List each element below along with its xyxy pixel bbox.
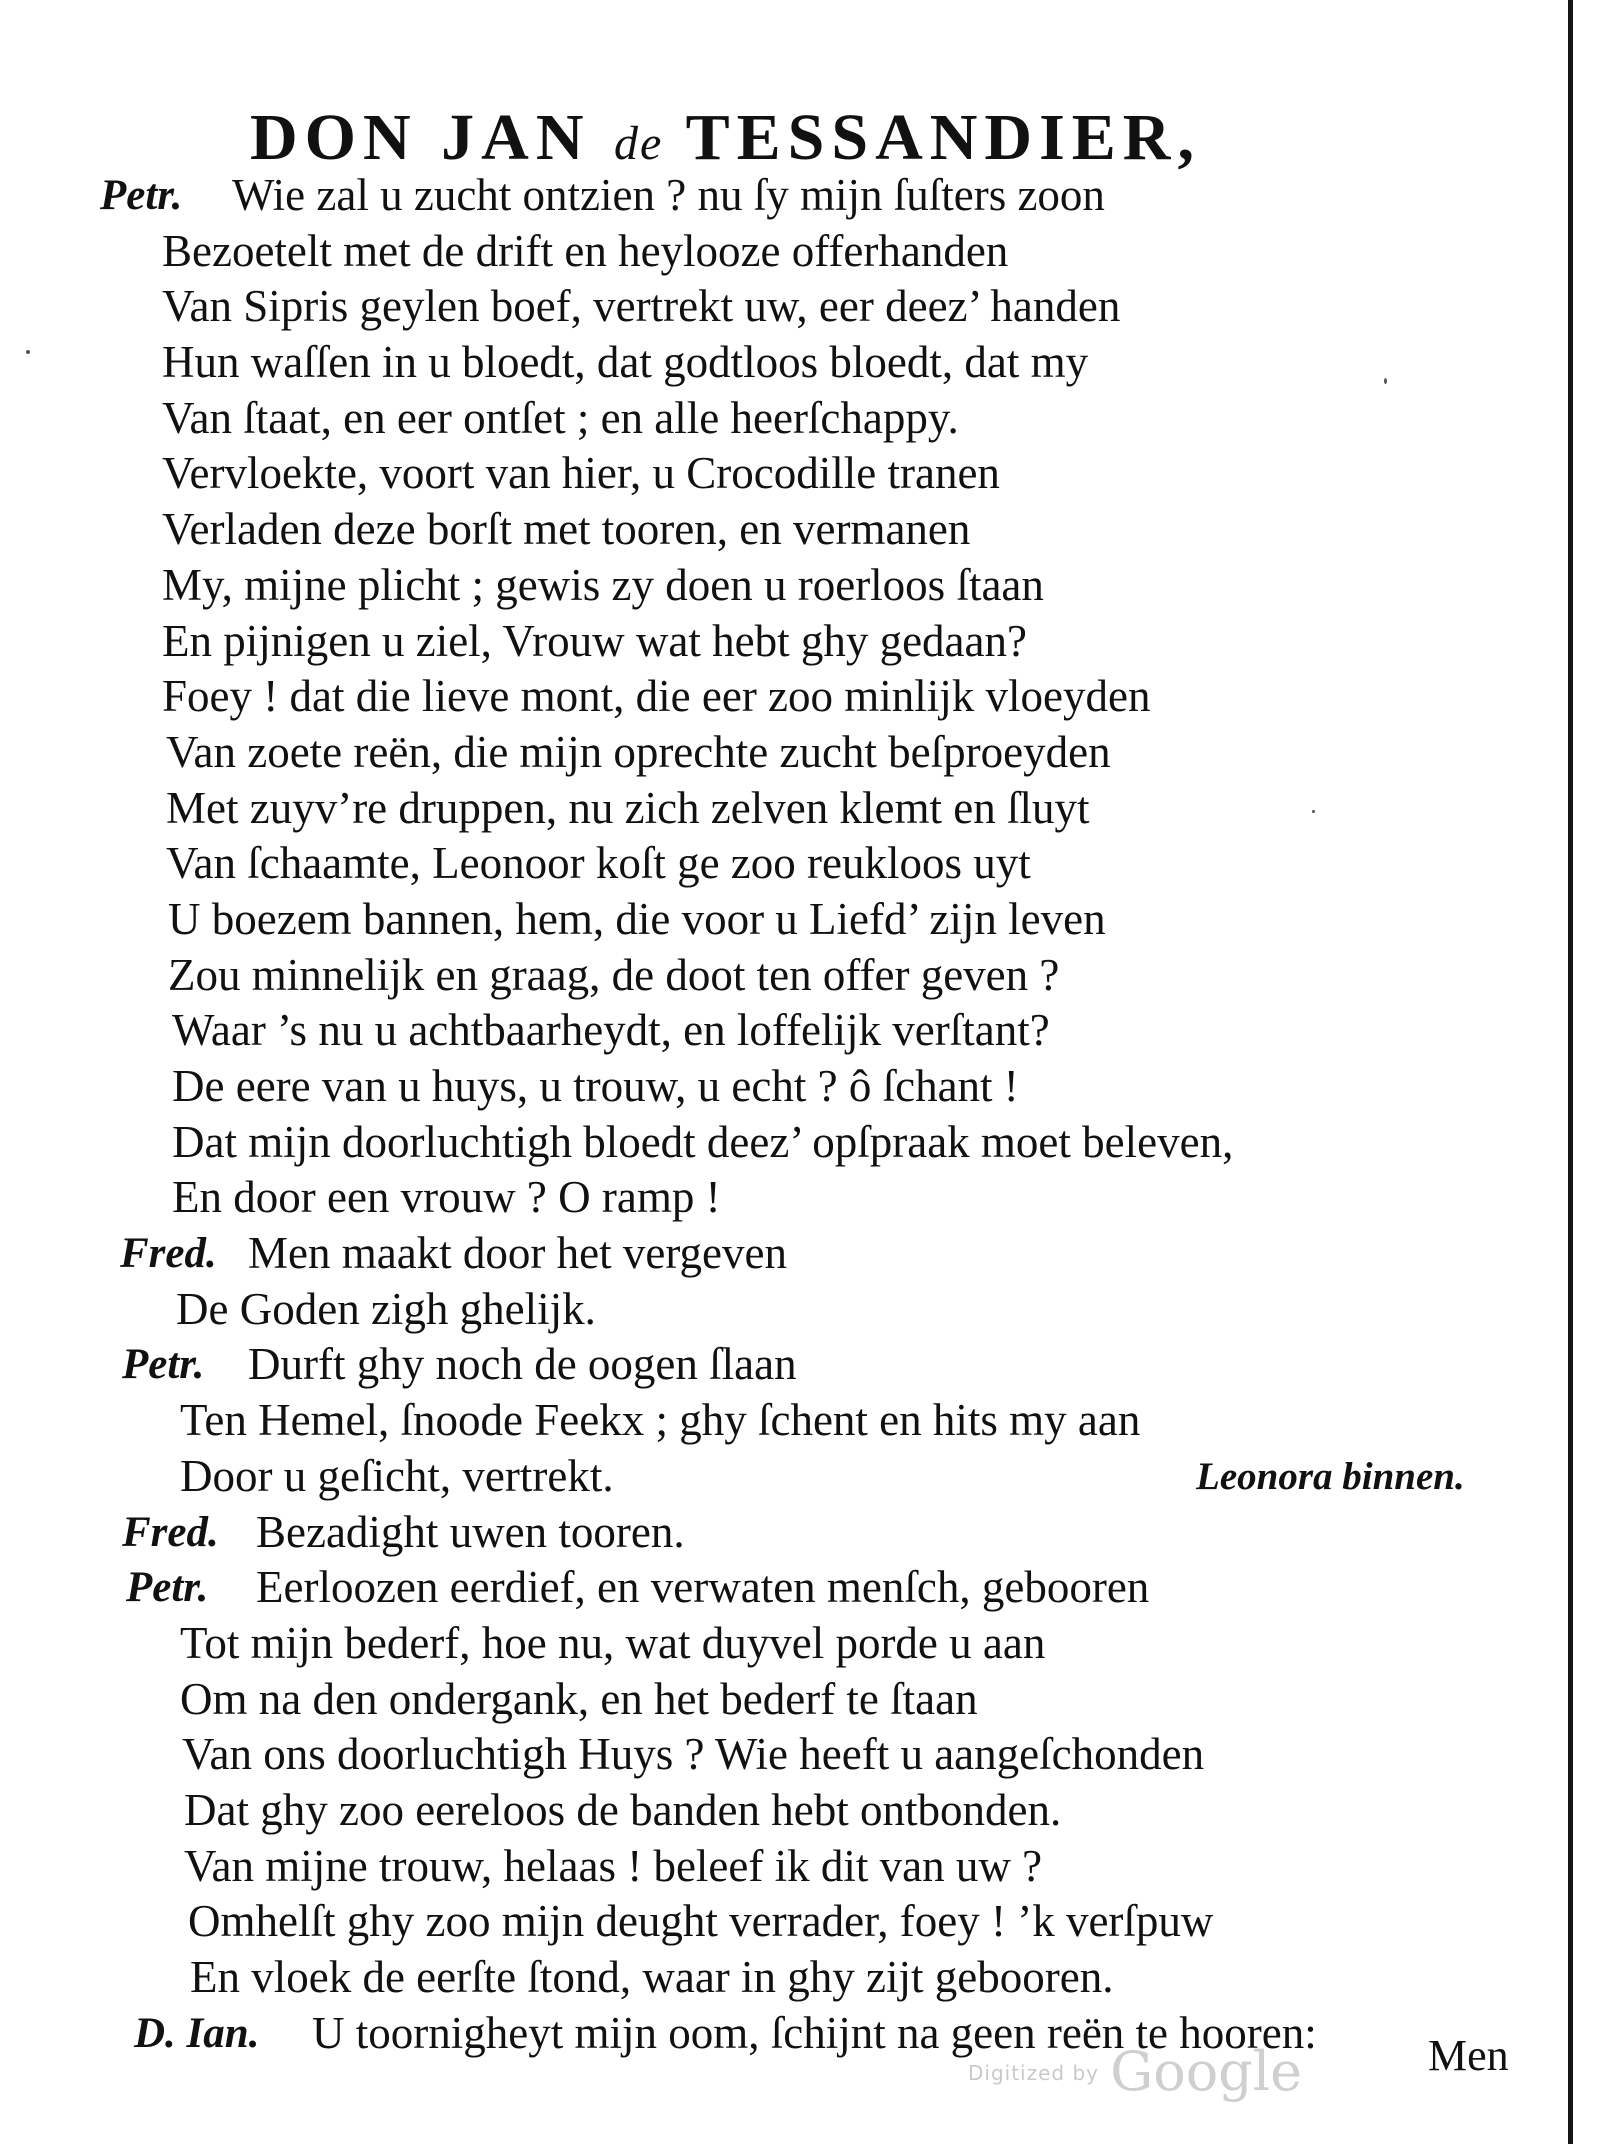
stage-direction: Leonora binnen.: [1196, 1454, 1465, 1498]
verse-text: Dat ghy zoo eereloos de banden hebt ontbonden.: [184, 1784, 1062, 1835]
speaker-name: Petr.: [122, 1341, 205, 1389]
speaker-name: Fred.: [120, 1230, 217, 1278]
verse-line: [0, 1505, 1570, 1561]
verse-text: Wie zal u zucht ontzien ? nu ſy mijn ſuſters zoon: [232, 170, 1105, 220]
verse-text: Zou minnelijk en graag, de doot ten offer geven ?: [168, 949, 1060, 1000]
verse-line: [0, 1059, 1570, 1115]
verse-text: Om na den ondergank, en het bederf te ſtaan: [180, 1673, 978, 1724]
running-header: [250, 100, 1330, 176]
verse-text: Vervloekte, voort van hier, u Crocodille tranen: [162, 448, 1000, 499]
speaker-name: Fred.: [122, 1508, 219, 1556]
watermark-logo-text: Google: [1110, 2040, 1303, 2103]
verse-text: U boezem bannen, hem, die voor u Liefd’ zijn leven: [168, 893, 1106, 944]
verse-text: Durft ghy noch de oogen ſlaan: [248, 1339, 797, 1390]
verse-line: [0, 1226, 1570, 1282]
verse-line: [0, 1282, 1570, 1338]
verse-line: [0, 614, 1570, 670]
verse-text: Door u geſicht, vertrekt.: [180, 1450, 614, 1501]
verse-text: Dat mijn doorluchtigh bloedt deez’ opſpraak moet beleven,: [172, 1116, 1234, 1167]
verse-line: [0, 1616, 1570, 1672]
verse-line: [0, 391, 1570, 447]
verse-line: [0, 168, 1570, 224]
verse-text: Van ons doorluchtigh Huys ? Wie heeft u aangeſchonden: [182, 1729, 1205, 1780]
verse-line: [0, 1672, 1570, 1728]
verse-line: [0, 224, 1570, 280]
verse-text: Men maakt door het vergeven: [248, 1228, 787, 1279]
verse-line: [0, 1727, 1570, 1783]
verse-line: [0, 1115, 1570, 1171]
verse-line: [0, 725, 1570, 781]
header-title-part: TESSANDIER,: [685, 101, 1201, 174]
speaker-name: Petr.: [126, 1564, 209, 1612]
verse-text: Van ſtaat, en eer ontſet ; en alle heerſchappy.: [162, 392, 959, 443]
verse-text: De eere van u huys, u trouw, u echt ? ô ſchant !: [172, 1061, 1019, 1111]
header-title-part: DON JAN: [250, 101, 591, 174]
verse-text: De Goden zigh ghelijk.: [176, 1283, 596, 1334]
speaker-name: Petr.: [100, 172, 183, 219]
header-title-part: de: [614, 117, 664, 170]
verse-line: [0, 558, 1570, 614]
verse-text: En pijnigen u ziel, Vrouw wat hebt ghy gedaan?: [162, 615, 1027, 666]
verse-text: Waar ’s nu u achtbaarheydt, en loffelijk verſtant?: [172, 1005, 1050, 1056]
verse-text: Van mijne trouw, helaas ! beleef ik dit van uw ?: [184, 1840, 1043, 1891]
digitization-watermark: [968, 2040, 1302, 2103]
verse-line: [0, 948, 1570, 1004]
verse-line: [0, 1449, 1570, 1505]
verse-text: Bezadight uwen tooren.: [256, 1506, 685, 1557]
catchword: Men: [1428, 2031, 1509, 2080]
verse-text: Van zoete reën, die mijn oprechte zucht beſproeyden: [166, 726, 1111, 777]
verse-text: Met zuyv’re druppen, nu zich zelven klemt en ſluyt: [166, 782, 1090, 833]
verse-line: [0, 669, 1570, 725]
verse-text: Foey ! dat die lieve mont, die eer zoo minlijk vloeyden: [162, 671, 1151, 722]
verse-line: [0, 1003, 1570, 1059]
verse-line: [0, 1783, 1570, 1839]
verse-text: U toornigheyt mijn oom, ſchijnt na geen reën te hooren:: [312, 2007, 1317, 2058]
watermark-small-text: Digitized by: [968, 2061, 1099, 2085]
verse-lines: [0, 168, 1570, 2061]
verse-line: [0, 1393, 1570, 1449]
verse-line: [0, 1337, 1570, 1393]
verse-text: Van ſchaamte, Leonoor koſt ge zoo reukloos uyt: [166, 838, 1031, 889]
verse-text: Omhelſt ghy zoo mijn deught verrader, foey ! ’k verſpuw: [188, 1896, 1214, 1947]
verse-line: [0, 279, 1570, 335]
verse-line: [0, 1839, 1570, 1895]
verse-text: En door een vrouw ? O ramp !: [172, 1172, 721, 1223]
verse-text: En vloek de eerſte ſtond, waar in ghy zijt gebooren.: [190, 1952, 1114, 2002]
speaker-name: D. Ian.: [134, 2009, 260, 2057]
verse-line: [0, 1950, 1570, 2006]
verse-line: [0, 1170, 1570, 1226]
verse-line: [0, 1894, 1570, 1950]
verse-line: [0, 335, 1570, 391]
verse-line: [0, 502, 1570, 558]
verse-line: [0, 2006, 1570, 2062]
verse-text: Van Sipris geylen boef, vertrekt uw, eer deez’ handen: [162, 281, 1121, 332]
verse-line: [0, 446, 1570, 502]
verse-line: [0, 781, 1570, 837]
verse-text: Bezoetelt met de drift en heylooze offerhanden: [162, 225, 1009, 276]
verse-text: Ten Hemel, ſnoode Feekx ; ghy ſchent en hits my aan: [180, 1395, 1141, 1446]
verse-text: Hun waſſen in u bloedt, dat godtloos bloedt, dat my: [162, 337, 1089, 388]
verse-text: Verladen deze borſt met tooren, en vermanen: [162, 504, 971, 555]
verse-text: Eerloozen eerdief, en verwaten menſch, gebooren: [256, 1562, 1150, 1613]
verse-line: [0, 836, 1570, 892]
verse-text: My, mijne plicht ; gewis zy doen u roerloos ſtaan: [162, 559, 1044, 610]
verse-line: [0, 892, 1570, 948]
verse-text: Tot mijn bederf, hoe nu, wat duyvel porde u aan: [180, 1617, 1046, 1668]
verse-line: [0, 1560, 1570, 1616]
